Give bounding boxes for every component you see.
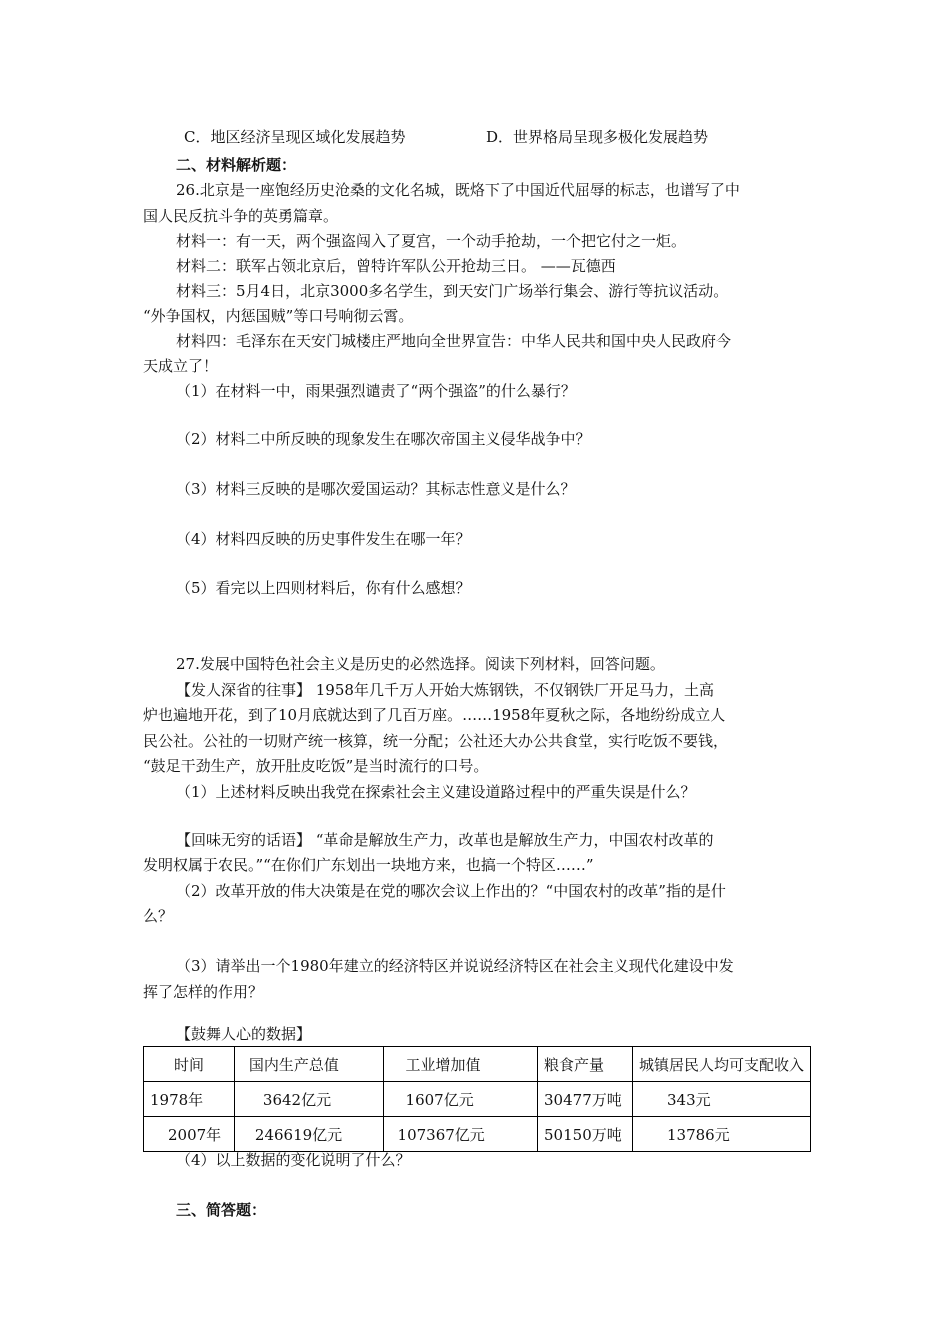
q26-question-1: （1）在材料一中，雨果强烈谴责了“两个强盗”的什么暴行？ xyxy=(176,382,576,400)
q27-question-2-cont: 么？ xyxy=(143,907,174,925)
table-cell: 30477万吨 xyxy=(538,1082,633,1117)
option-d: D．世界格局呈现多极化发展趋势 xyxy=(486,128,709,146)
q26-material-1: 材料一：有一天，两个强盗闯入了夏宫，一个动手抢劫，一个把它付之一炬。 xyxy=(176,232,687,250)
table-header-cell: 时间 xyxy=(144,1047,235,1082)
q26-material-2: 材料二：联军占领北京后，曾特许军队公开抢劫三日。 ——瓦德西 xyxy=(176,257,616,275)
q27-question-3-cont: 挥了怎样的作用？ xyxy=(143,983,264,1001)
table-header-cell: 工业增加值 xyxy=(383,1047,537,1082)
q27-passage-1: 【发人深省的往事】 1958年几千万人开始大炼钢铁，不仅钢铁厂开足马力，土高 xyxy=(176,681,714,699)
table-header-cell: 国内生产总值 xyxy=(234,1047,383,1082)
q27-question-4: （4）以上数据的变化说明了什么？ xyxy=(176,1151,411,1169)
q26-material-4: 材料四：毛泽东在天安门城楼庄严地向全世界宣告：中华人民共和国中央人民政府今 xyxy=(176,332,732,350)
q26-question-4: （4）材料四反映的历史事件发生在哪一年？ xyxy=(176,530,471,548)
q26-question-5: （5）看完以上四则材料后，你有什么感想？ xyxy=(176,579,471,597)
section-3-title: 三、简答题： xyxy=(176,1201,267,1219)
q27-passage-2: 【回味无穷的话语】 “革命是解放生产力，改革也是解放生产力，中国农村改革的 xyxy=(176,831,714,849)
table-cell: 2007年 xyxy=(144,1117,235,1152)
table-row xyxy=(144,1082,811,1117)
table-cell: 343元 xyxy=(632,1082,810,1117)
q27-question-1: （1）上述材料反映出我党在探索社会主义建设道路过程中的严重失误是什么？ xyxy=(176,783,696,801)
table-row xyxy=(144,1117,811,1152)
statistics-table xyxy=(143,1046,811,1152)
q26-material-3-cont: “外争国权，内惩国贼”等口号响彻云霄。 xyxy=(143,307,414,325)
q27-passage-1-line-3: 民公社。公社的一切财产统一核算，统一分配；公社还大办公共食堂，实行吃饭不要钱， xyxy=(143,732,729,750)
table-cell: 107367亿元 xyxy=(383,1117,537,1152)
q27-passage-1-line-4: “鼓足干劲生产，放开肚皮吃饭”是当时流行的口号。 xyxy=(143,757,489,775)
q27-question-2: （2）改革开放的伟大决策是在党的哪次会议上作出的？“中国农村的改革”指的是什 xyxy=(176,882,726,900)
option-c: C．地区经济呈现区域化发展趋势 xyxy=(184,128,406,146)
q26-intro: 26.北京是一座饱经历史沧桑的文化名城，既烙下了中国近代屈辱的标志，也谱写了中 xyxy=(176,181,740,199)
table-cell: 3642亿元 xyxy=(234,1082,383,1117)
q26-question-2: （2）材料二中所反映的现象发生在哪次帝国主义侵华战争中？ xyxy=(176,430,591,448)
q27-passage-1-line-2: 炉也遍地开花，到了10月底就达到了几百万座。……1958年夏秋之际，各地纷纷成立人 xyxy=(143,706,726,724)
q26-material-4-cont: 天成立了！ xyxy=(143,357,219,375)
table-cell: 13786元 xyxy=(632,1117,810,1152)
q27-intro: 27.发展中国特色社会主义是历史的必然选择。阅读下列材料，回答问题。 xyxy=(176,655,665,673)
table-cell: 1607亿元 xyxy=(383,1082,537,1117)
table-cell: 1978年 xyxy=(144,1082,235,1117)
table-header-cell: 城镇居民人均可支配收入 xyxy=(632,1047,810,1082)
section-2-title: 二、材料解析题： xyxy=(176,156,297,174)
table-title: 【鼓舞人心的数据】 xyxy=(176,1025,312,1043)
table-cell: 50150万吨 xyxy=(538,1117,633,1152)
table-header-row xyxy=(144,1047,811,1082)
q26-intro-cont: 国人民反抗斗争的英勇篇章。 xyxy=(143,207,339,225)
q27-passage-2-line-2: 发明权属于农民。”“在你们广东划出一块地方来，也搞一个特区……” xyxy=(143,856,594,874)
q26-question-3: （3）材料三反映的是哪次爱国运动？其标志性意义是什么？ xyxy=(176,480,576,498)
q27-question-3: （3）请举出一个1980年建立的经济特区并说说经济特区在社会主义现代化建设中发 xyxy=(176,957,734,975)
q26-material-3: 材料三：5月4日，北京3000多名学生，到天安门广场举行集会、游行等抗议活动。 xyxy=(176,282,729,300)
table-header-cell: 粮食产量 xyxy=(538,1047,633,1082)
table-cell: 246619亿元 xyxy=(234,1117,383,1152)
